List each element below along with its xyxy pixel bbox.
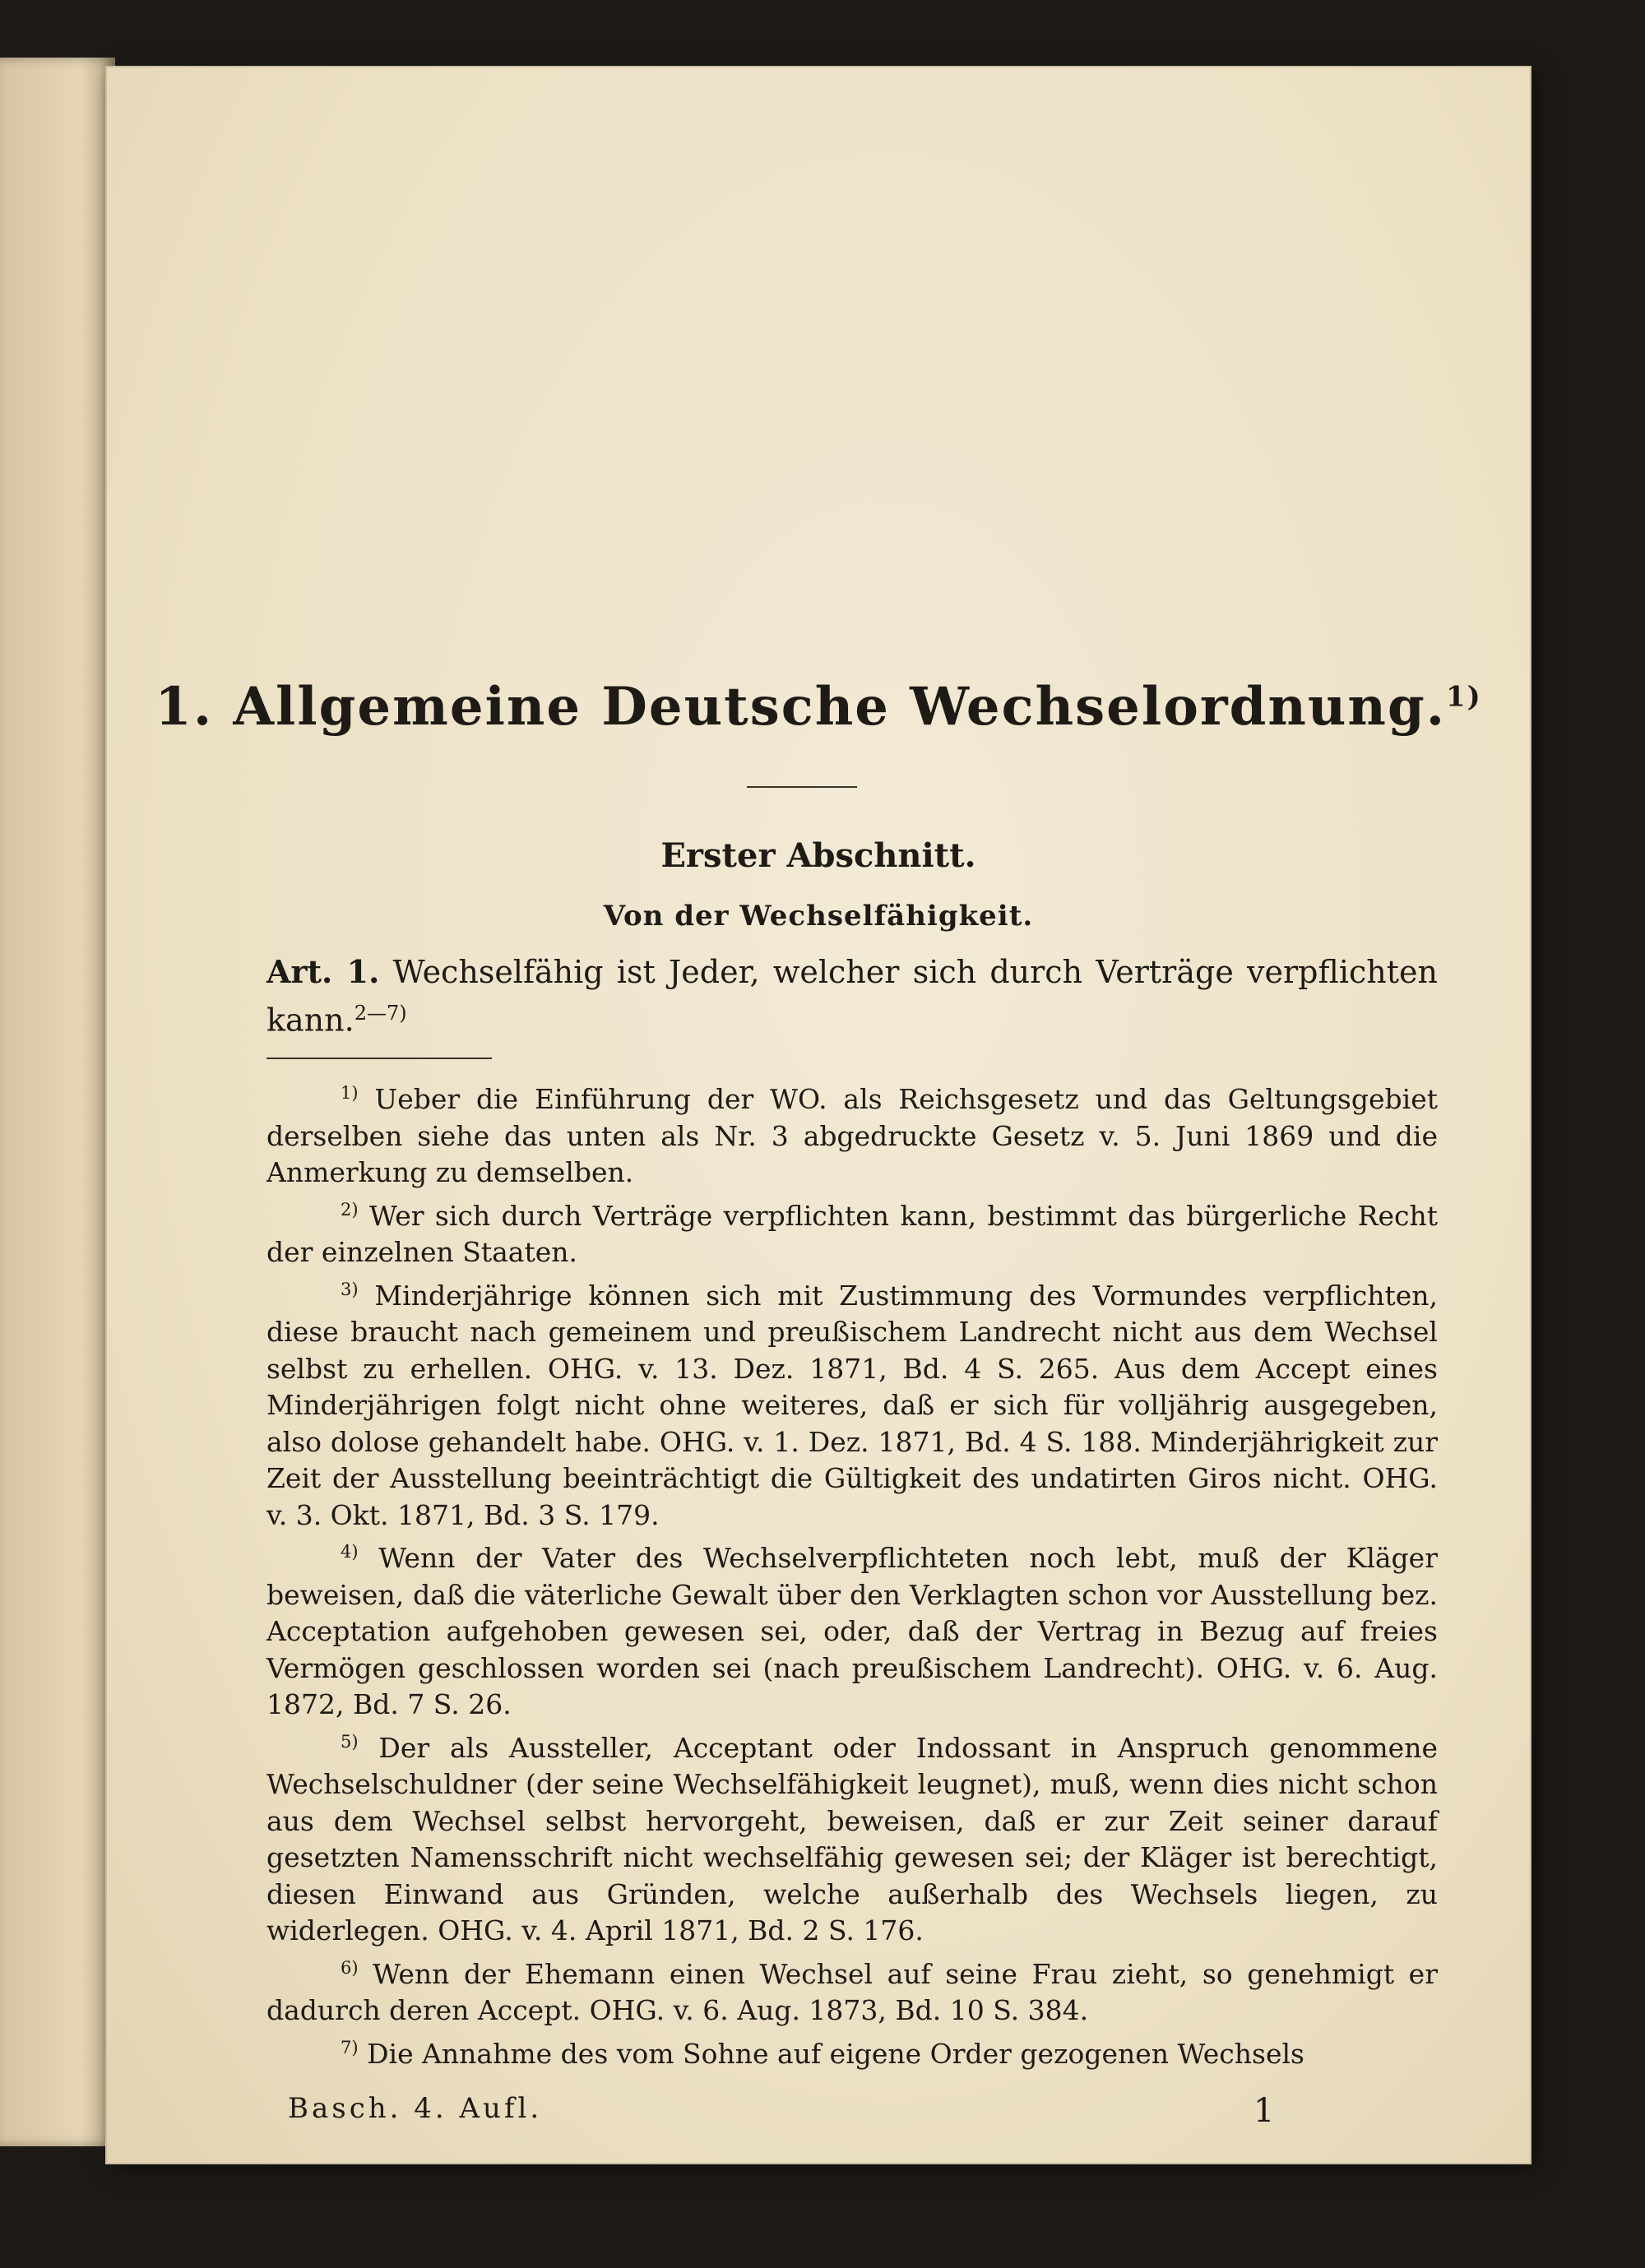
footnotes: [266, 1075, 1438, 2072]
title-footnote-marker: 1): [1445, 680, 1482, 714]
footnote: $^{3)}$ Minderjährige können sich mit Zustimmung des Vormundes verpflichten, diese braucht nach gemeinem und preußischem Landrecht nicht aus dem Wechsel selbst zu erhellen. OHG. v. 13. Dez. 1871, Bd. 4 S. 265. Aus dem Accept eines Minderjährigen folgt nicht ohne weiteres, daß er sich für volljährig ausgegeben, also dolose gehandelt habe. OHG. v. 1. Dez. 1871, Bd. 4 S. 188. Minderjährigkeit zur Zeit der Ausstellung beeinträchtigt die Gültigkeit des undatirten Giros nicht. OHG. v. 3. Okt. 1871, Bd. 3 S. 179.: [266, 1279, 1438, 1531]
footnote: $^{4)}$ Wenn der Vater des Wechselverpflichteten noch lebt, muß der Kläger beweisen, daß die väterliche Gewalt über den Verklagten schon vor Ausstellung bez. Acceptation aufgehoben gewesen sei, oder, daß der Vertrag in Bezug auf freies Vermögen geschlossen worden sei (nach preußischem Landrecht). OHG. v. 6. Aug. 1872, Bd. 7 S. 26.: [266, 1542, 1438, 1720]
title-divider: [747, 786, 857, 788]
article-text: Wechselfähig ist Jeder, welcher sich durch Verträge verpflichten kann.: [266, 954, 1438, 1039]
book-page: [107, 67, 1530, 2163]
footnote: $^{2)}$ Wer sich durch Verträge verpflichten kann, bestimmt das bürgerliche Recht der einzelnen Staaten.: [266, 1199, 1438, 1268]
article-1: [266, 951, 1438, 1041]
footnote: $^{7)}$ Die Annahme des vom Sohne auf eigene Order gezogenen Wechsels: [341, 2037, 1304, 2070]
page-footer: [288, 2092, 1439, 2133]
footnote: $^{6)}$ Wenn der Ehemann einen Wechsel auf seine Frau zieht, so genehmigt er dadurch deren Accept. OHG. v. 6. Aug. 1873, Bd. 10 S. 384.: [266, 1957, 1438, 2026]
page-title: 1. Allgemeine Deutsche Wechselordnung.$^{1)}$: [155, 676, 1482, 738]
printer-signature: Basch. 4. Aufl.: [288, 2092, 543, 2125]
article-label: Art. 1.: [266, 953, 380, 990]
page-number: 1: [1253, 2092, 1275, 2130]
footnote-divider: [266, 1058, 492, 1059]
article-footnote-ref: 2—7): [354, 1002, 407, 1025]
subsection-heading: Von der Wechselfähigkeit.: [603, 900, 1034, 933]
footnote: $^{5)}$ Der als Aussteller, Acceptant oder Indossant in Anspruch genommene Wechselschuldner (der seine Wechselfähigkeit leugnet), muß, wenn dies nicht schon aus dem Wechsel selbst hervorgeht, beweisen, daß er zur Zeit seiner darauf gesetzten Namensschrift nicht wechselfähig gewesen sei; der Kläger ist berechtigt, diesen Einwand aus Gründen, welche außerhalb des Wechsels liegen, zu widerlegen. OHG. v. 4. April 1871, Bd. 2 S. 176.: [266, 1731, 1438, 1946]
section-heading: Erster Abschnitt.: [660, 836, 976, 875]
footnote: $^{1)}$ Ueber die Einführung der WO. als Reichsgesetz und das Geltungsgebiet derselben siehe das unten als Nr. 3 abgedruckte Gesetz v. 5. Juni 1869 und die Anmerkung zu demselben.: [266, 1083, 1438, 1188]
facing-page-edge: [0, 58, 115, 2146]
